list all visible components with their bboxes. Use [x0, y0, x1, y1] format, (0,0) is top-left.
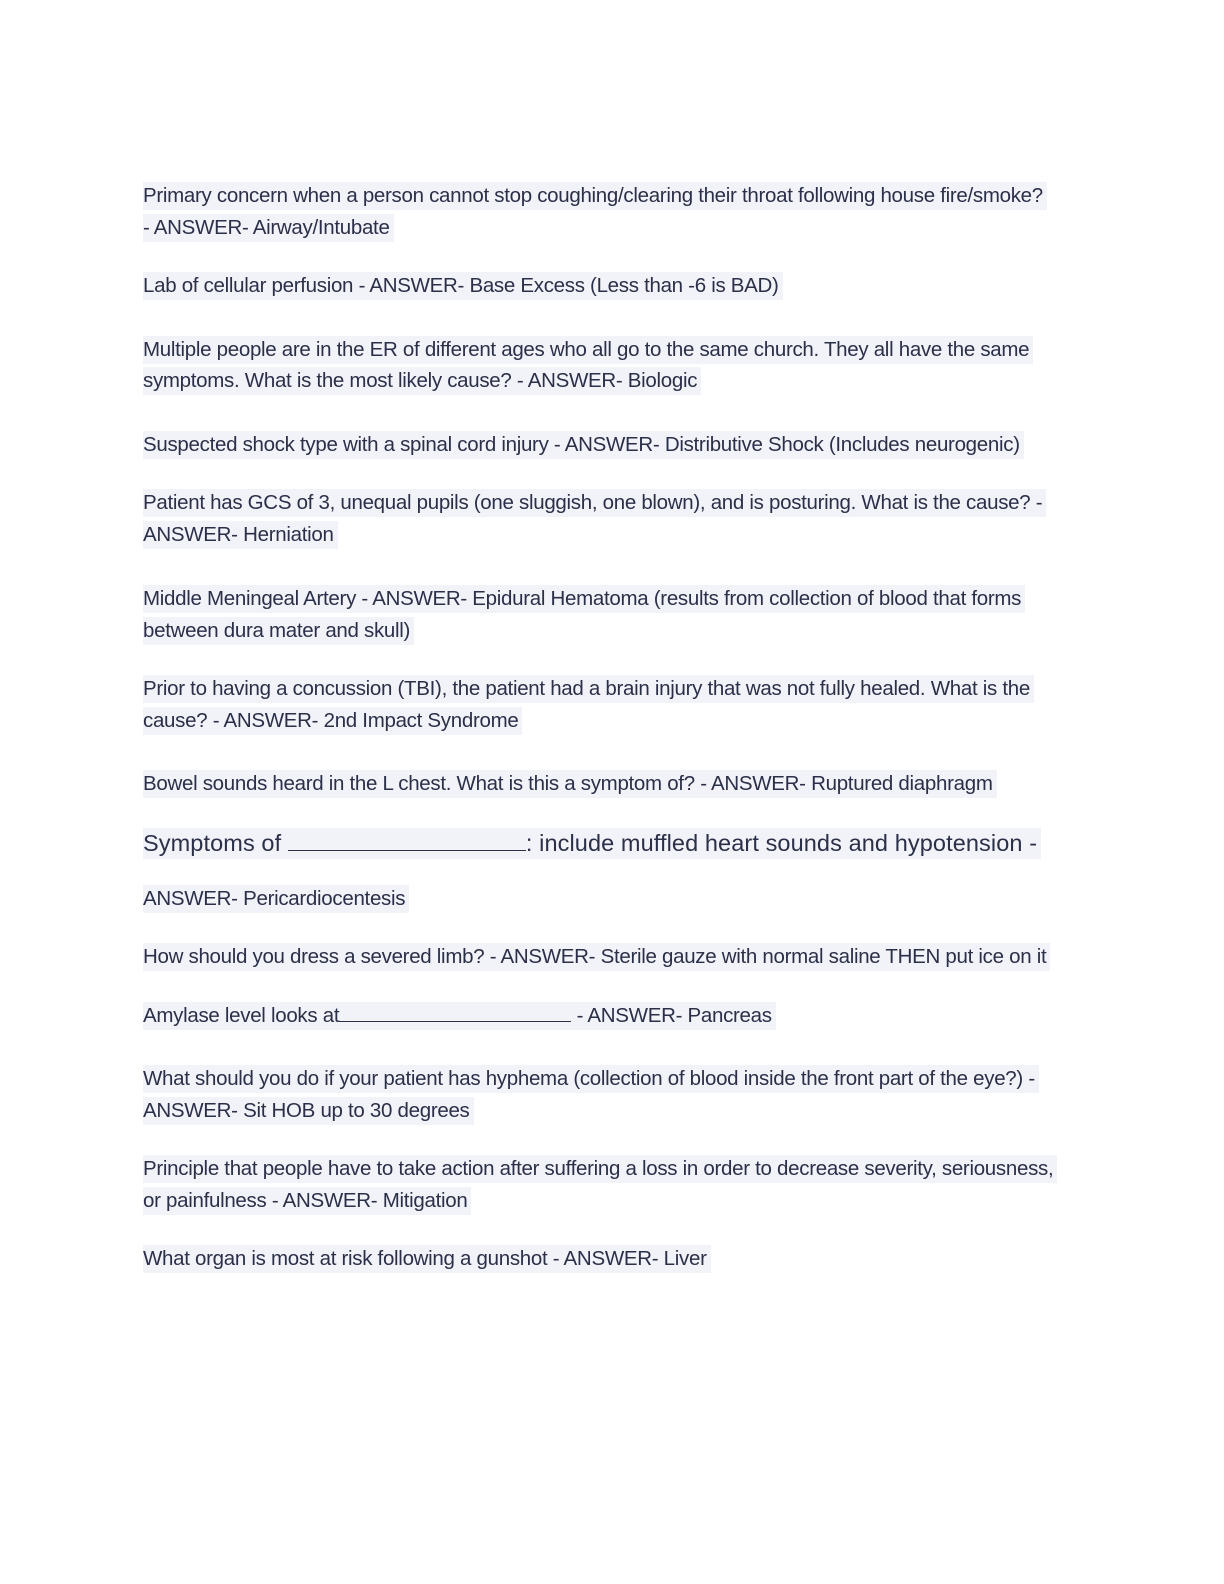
qa-question: Middle Meningeal Artery: [143, 587, 357, 610]
qa-item-7: [143, 673, 1073, 736]
qa-answer: - ANSWER- Mitigation: [266, 1188, 468, 1212]
qa-answer: - ANSWER- Pancreas: [571, 1003, 772, 1027]
qa-item-8: [143, 768, 1073, 800]
fill-in-blank: [288, 828, 526, 850]
qa-question: How should you dress a severed limb?: [143, 945, 485, 968]
qa-answer: - ANSWER- 2nd Impact Syndrome: [207, 708, 519, 732]
qa-answer: - ANSWER- Herniation: [143, 491, 1043, 546]
qa-answer: - ANSWER- Epidural Hematoma (results from collection of blood that forms between dura mater and skull): [143, 587, 1022, 642]
qa-answer: - ANSWER- Biologic: [511, 369, 698, 392]
qa-item-13: [143, 1153, 1073, 1216]
fill-in-blank: [339, 1002, 571, 1021]
qa-item-2: [143, 270, 1073, 302]
qa-answer: - ANSWER- Airway/Intubate: [143, 214, 394, 242]
qa-item-3: [143, 334, 1073, 397]
qa-item-14: [143, 1243, 1073, 1275]
qa-answer: - ANSWER- Sit HOB up to 30 degrees: [143, 1067, 1035, 1122]
document-page: [143, 180, 1073, 1275]
qa-answer: - ANSWER- Distributive Shock (Includes neurogenic): [548, 432, 1020, 456]
qa-question-end: : include muffled heart sounds and hypotension -: [525, 829, 1038, 856]
qa-item-1: [143, 180, 1073, 243]
qa-item-10: [143, 941, 1073, 973]
qa-item-12: [143, 1063, 1073, 1126]
qa-answer: - ANSWER- Ruptured diaphragm: [694, 772, 993, 795]
qa-question: Multiple people are in the ER of different ages who all go to the same church. They all have the same symptoms. What is the most likely cause?: [143, 337, 1030, 392]
qa-item-4: [143, 429, 1073, 461]
qa-question: Primary concern when a person cannot stop coughing/clearing their throat following house fire/smoke?: [143, 182, 1047, 210]
qa-item-9-answer: [143, 883, 1073, 915]
qa-question: Bowel sounds heard in the L chest. What is this a symptom of?: [143, 772, 695, 795]
qa-answer: - ANSWER- Base Excess (Less than -6 is BAD): [353, 274, 779, 297]
qa-item-6: [143, 583, 1073, 646]
qa-question: What should you do if your patient has hyphema (collection of blood inside the front part of the eye?): [143, 1067, 1023, 1090]
qa-question: Suspected shock type with a spinal cord injury: [143, 432, 549, 456]
qa-question-start: Symptoms of: [143, 829, 288, 856]
qa-item-5: [143, 487, 1073, 550]
qa-question: Lab of cellular perfusion: [143, 274, 354, 297]
qa-question: Amylase level looks at: [143, 1003, 340, 1027]
qa-question: Principle that people have to take action after suffering a loss in order to decrease severity, seriousness, or painfulness: [143, 1157, 1054, 1212]
qa-answer: - ANSWER- Sterile gauze with normal saline THEN put ice on it: [484, 945, 1047, 968]
qa-item-9: [143, 827, 1073, 859]
qa-item-11: [143, 1000, 1073, 1032]
qa-question: Patient has GCS of 3, unequal pupils (one sluggish, one blown), and is posturing. What is the cause?: [143, 491, 1031, 514]
qa-answer: ANSWER- Pericardiocentesis: [143, 885, 409, 913]
qa-question: What organ is most at risk following a gunshot: [143, 1247, 548, 1270]
qa-question: Prior to having a concussion (TBI), the patient had a brain injury that was not fully healed. What is the cause?: [143, 677, 1030, 732]
qa-answer: - ANSWER- Liver: [547, 1247, 707, 1270]
